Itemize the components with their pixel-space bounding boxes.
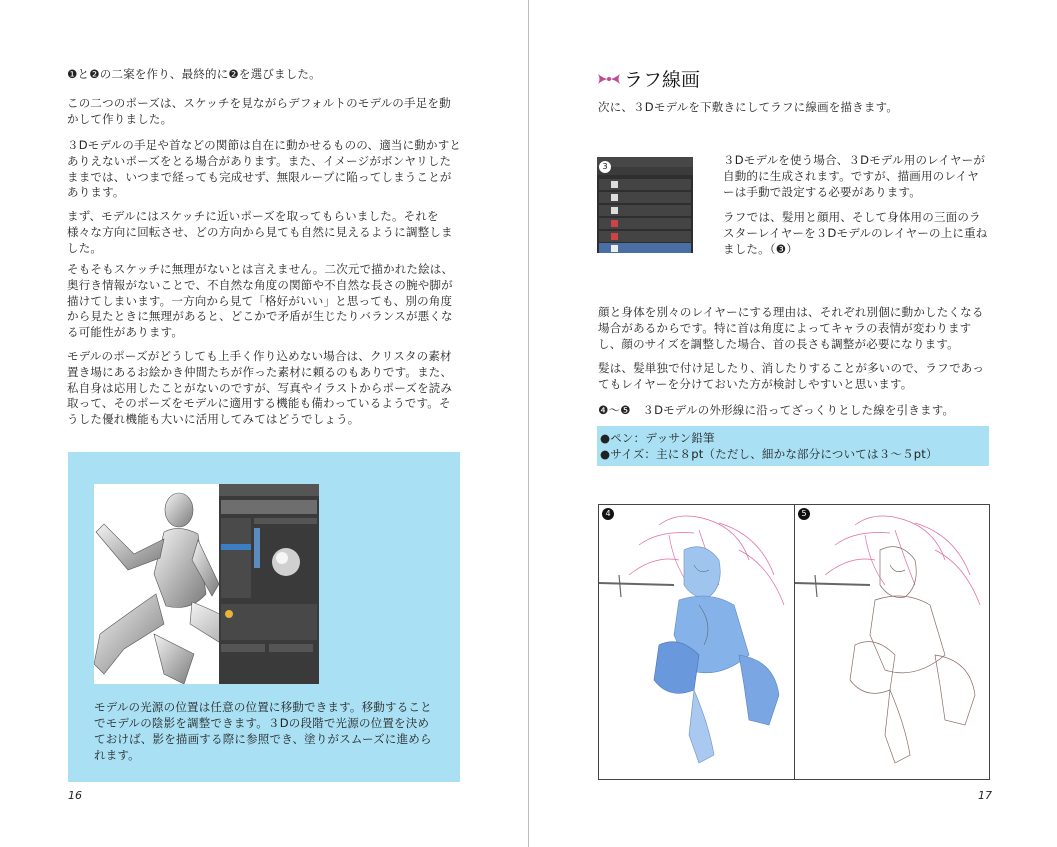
paragraph-hair: 髪は、髪単独で付け足したり、消したりすることが多いので、ラフであってもレイヤーを分けておいた方が検討しやすいと思います。 bbox=[598, 361, 985, 391]
page-number-left: 16 bbox=[68, 789, 82, 802]
paragraph-1: ❶と❷の二案を作り、最終的に❷を選びました。 bbox=[67, 67, 321, 81]
side-text-1: ３Dモデルを使う場合、３Dモデル用のレイヤーが自動的に生成されます。ですが、描画用のレイヤーは手動で設定する必要があります。 bbox=[723, 153, 986, 199]
section-title-text: ラフ線画 bbox=[624, 69, 701, 91]
side-text-2: ラフでは、髪用と顔用、そして身体用の三面のラスターレイヤーを３Dモデルのレイヤーの上に重ねました。（❸） bbox=[723, 210, 988, 256]
right-page bbox=[529, 0, 1057, 847]
ribbon-ornament-icon bbox=[596, 71, 622, 87]
sketch-panels bbox=[598, 504, 990, 780]
layer-panel-figure bbox=[597, 157, 693, 253]
intro-text: 次に、３Dモデルを下敷きにしてラフに線画を描きます。 bbox=[598, 100, 899, 114]
section-title bbox=[596, 65, 700, 92]
layer-panel-screenshot bbox=[597, 157, 693, 253]
light-source-caption: モデルの光源の位置は任意の位置に移動できます。移動することでモデルの陰影を調整できます。３Dの段階で光源の位置を決めておけば、影を描画する際に参照でき、塗りがスムーズに進められます。 bbox=[94, 700, 432, 762]
panel-label-4: 4 bbox=[602, 508, 614, 520]
paragraph-3: ３Dモデルの手足や首などの関節は自在に動かせるものの、適当に動かすとありえないポーズをとる場合があります。また、イメージがボンヤリしたままでは、いつまで経っても完成せず、無限ループに陥ってしまうことがあります。 bbox=[67, 138, 462, 200]
3d-mannequin-illustration bbox=[94, 484, 319, 684]
3d-model-light-figure bbox=[94, 484, 319, 684]
paragraph-4: まず、モデルにはスケッチに近いポーズを取ってもらいました。それを様々な方向に回転させ、どの方向から見ても自然に見えるように調整しました。 bbox=[67, 209, 453, 255]
paragraph-outline: ❹〜❺ ３Dモデルの外形線に沿ってざっくりとした線を引きます。 bbox=[598, 403, 955, 417]
paragraph-2: この二つのポーズは、スケッチを見ながらデフォルトのモデルの手足を動かして作りました。 bbox=[67, 96, 451, 126]
panel-label-3: 3 bbox=[599, 161, 611, 173]
sketch-panel-4-illustration bbox=[599, 505, 794, 780]
paragraph-face-body: 顔と身体を別々のレイヤーにする理由は、それぞれ別個に動かしたくなる場合があるからです。特に首は角度によってキャラの表情が変わりますし、顔のサイズを調整した場合、首の長さも調整が必要になります。 bbox=[598, 305, 984, 351]
tool-pen-line: ●ペン：デッサン鉛筆 bbox=[600, 431, 715, 445]
paragraph-6: モデルのポーズがどうしても上手く作り込めない場合は、クリスタの素材置き場にあるお絵かき仲間たちが作った素材に頼るのもありです。また、私自身は応用したことがないのですが、写真やイラストからポーズを読み取って、そのポーズをモデルに適用する機能も備わっているようです。そうした優れ機能も大いに活用してみてはどうでしょう。 bbox=[67, 349, 453, 427]
light-source-note-box bbox=[68, 452, 460, 782]
panel-label-5: 5 bbox=[798, 508, 810, 520]
left-page bbox=[0, 0, 528, 847]
paragraph-5: そもそもスケッチに無理がないとは言えません。二次元で描かれた絵は、奥行き情報がないことで、不自然な角度の関節や不自然な長さの腕や脚が描けてしまいます。一方向から見て「格好がいい」と思っても、別の角度から見たときに無理があると、どこかで矛盾が生じたりバランスが悪くなる可能性があります。 bbox=[67, 262, 454, 340]
tool-size-line: ●サイズ：主に８pt（ただし、細かな部分については３〜５pt） bbox=[600, 447, 938, 461]
sketch-panel-5-illustration bbox=[795, 505, 990, 780]
tool-settings-box bbox=[597, 426, 989, 466]
page-number-right: 17 bbox=[978, 789, 992, 802]
